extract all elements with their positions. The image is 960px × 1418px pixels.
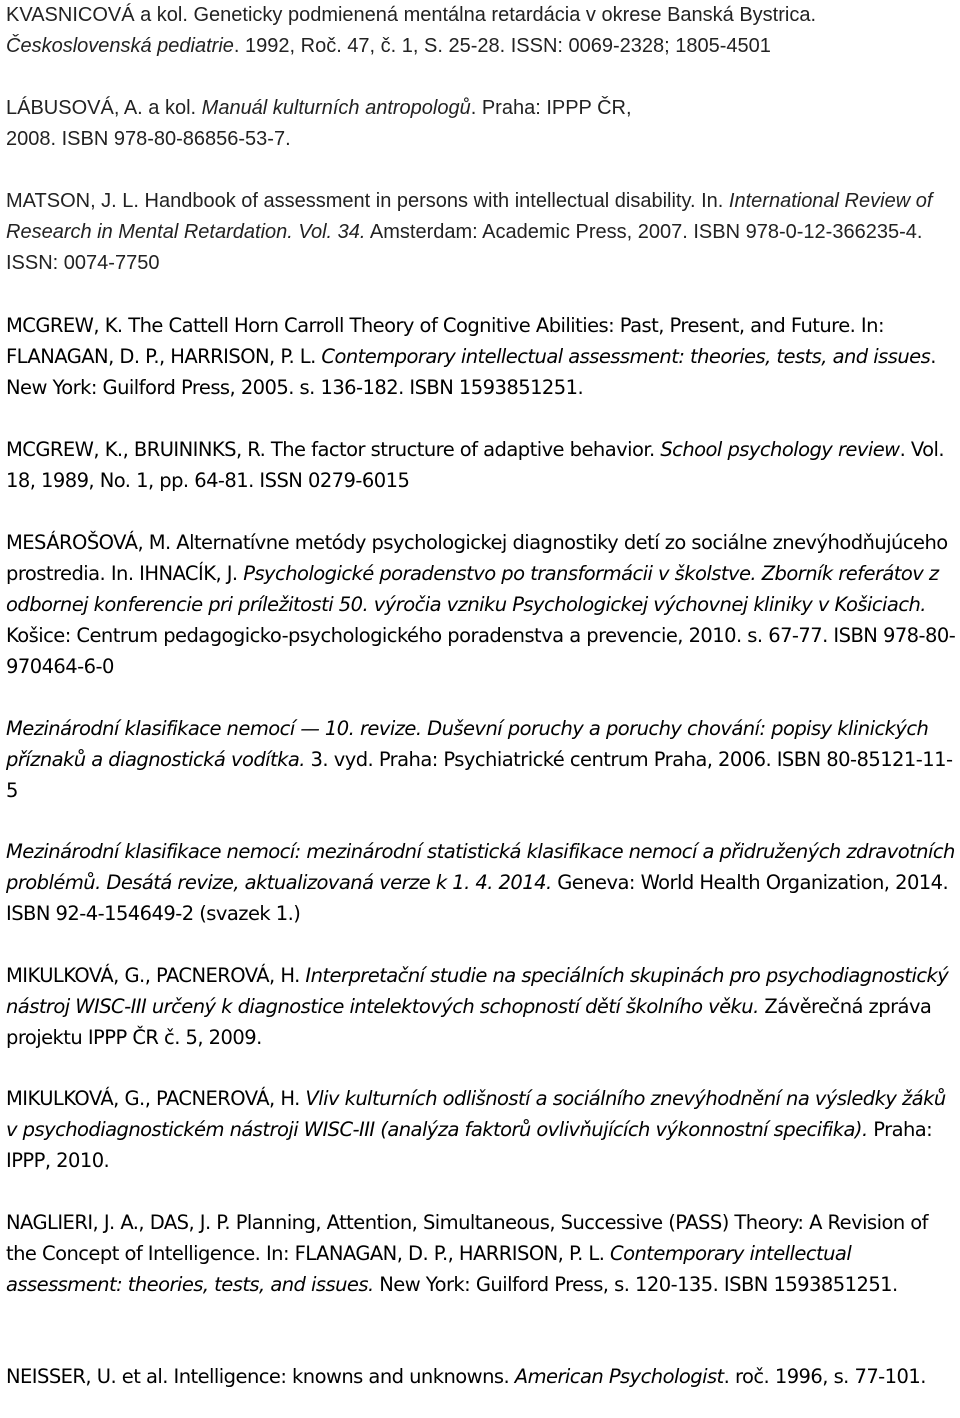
reference-source-title: Interpretační studie na speciálních skupinách pro psychodiagnostický nástroj WISC-III určený k diagnostice intelektových schopností dětí školního věku. (6, 964, 949, 1018)
reference-entry (6, 1083, 956, 1176)
reference-source-title: School psychology review (660, 438, 900, 461)
reference-text: MATSON, J. L. Handbook of assessment in persons with intellectual disability. In. (6, 190, 729, 212)
reference-source-title: Československá pediatrie (6, 35, 234, 57)
reference-entry (6, 527, 956, 682)
reference-text: . roč. 1996, s. 77-101. (723, 1365, 926, 1388)
reference-entry (6, 960, 956, 1053)
reference-source-title: International Review of Research in Mental Retardation. Vol. 34. (6, 190, 933, 243)
reference-source-title: Contemporary intellectual assessment: theories, tests, and issues. (6, 1242, 852, 1296)
reference-entry (6, 0, 956, 62)
reference-entry (6, 93, 686, 155)
reference-text: Geneva: World Health Organization, 2014. ISBN 92-4-154649-2 (svazek 1.) (6, 871, 949, 925)
reference-text: MESÁROŠOVÁ, M. Alternatívne metódy psychologickej diagnostiky detí zo sociálne znevýhodňujúceho prostredia. In. IHNACÍK, J. (6, 531, 948, 585)
reference-source-title: Vliv kulturních odlišností a sociálního znevýhodnění na výsledky žáků v psychodiagnostickém nástroji WISC-III (analýza faktorů ovlivňujících výkonnostní specifika). (6, 1087, 946, 1141)
reference-text: Závěrečná zpráva projektu IPPP ČR č. 5, 2009. (6, 995, 932, 1049)
reference-text: New York: Guilford Press, s. 120-135. ISBN 1593851251. (373, 1273, 898, 1296)
reference-source-title: Manuál kulturních antropologů (201, 97, 471, 119)
reference-text: Amsterdam: Academic Press, 2007. ISBN 978-0-12-366235-4. ISSN: 0074-7750 (6, 221, 923, 274)
reference-source-title: Mezinárodní klasifikace nemocí — 10. revize. Duševní poruchy a poruchy chování: popisy klinických příznaků a diagnostická vodítka. (6, 717, 929, 771)
reference-entry (6, 1361, 926, 1392)
reference-text: . Vol. 18, 1989, No. 1, pp. 64-81. ISSN 0279-6015 (6, 438, 945, 492)
reference-entry (6, 310, 956, 403)
reference-text: NAGLIERI, J. A., DAS, J. P. Planning, Attention, Simultaneous, Successive (PASS) Theory: A Revision of the Concept of Intelligence. In: FLANAGAN, D. P., HARRISON, P. L. (6, 1211, 928, 1265)
reference-text: MIKULKOVÁ, G., PACNEROVÁ, H. (6, 964, 306, 987)
reference-source-title: Mezinárodní klasifikace nemocí: mezinárodní statistická klasifikace nemocí a přidružených zdravotních problémů. Desátá revize, aktualizovaná verze k 1. 4. 2014. (6, 840, 955, 894)
reference-entry (6, 186, 956, 279)
reference-source-title: American Psychologist (514, 1365, 724, 1388)
reference-text: NEISSER, U. et al. Intelligence: knowns and unknowns. (6, 1365, 515, 1388)
reference-text: MCGREW, K. The Cattell Horn Carroll Theory of Cognitive Abilities: Past, Present, and Future. In: FLANAGAN, D. P., HARRISON, P. L. (6, 314, 884, 368)
reference-text: 3. vyd. Praha: Psychiatrické centrum Praha, 2006. ISBN 80-85121-11-5 (6, 748, 953, 802)
reference-text: KVASNICOVÁ a kol. Geneticky podmienená mentálna retardácia v okrese Banská Bystrica. (6, 4, 817, 26)
reference-text: . Praha: IPPP ČR, 2008. ISBN 978-80-86856-53-7. (6, 97, 632, 150)
reference-source-title: Contemporary intellectual assessment: theories, tests, and issues (321, 345, 931, 368)
reference-text: Košice: Centrum pedagogicko-psychologického poradenstva a prevencie, 2010. s. 67-77. ISBN 978-80-970464-6-0 (6, 624, 956, 678)
reference-text: LÁBUSOVÁ, A. a kol. (6, 97, 202, 119)
reference-entry (6, 1207, 956, 1300)
reference-text: Praha: IPPP, 2010. (6, 1118, 933, 1172)
reference-text: MCGREW, K., BRUININKS, R. The factor structure of adaptive behavior. (6, 438, 661, 461)
reference-entry (6, 434, 956, 496)
reference-text: . 1992, Roč. 47, č. 1, S. 25-28. ISSN: 0069-2328; 1805-4501 (233, 35, 771, 57)
reference-text: MIKULKOVÁ, G., PACNEROVÁ, H. (6, 1087, 306, 1110)
reference-source-title: Psychologické poradenstvo po transformácii v školstve. Zborník referátov z odbornej konferencie pri príležitosti 50. výročia vzniku Psychologickej výchovnej kliniky v Košiciach. (6, 562, 939, 616)
reference-text: . New York: Guilford Press, 2005. s. 136-182. ISBN 1593851251. (6, 345, 936, 399)
reference-entry (6, 836, 956, 929)
reference-entry (6, 713, 956, 806)
